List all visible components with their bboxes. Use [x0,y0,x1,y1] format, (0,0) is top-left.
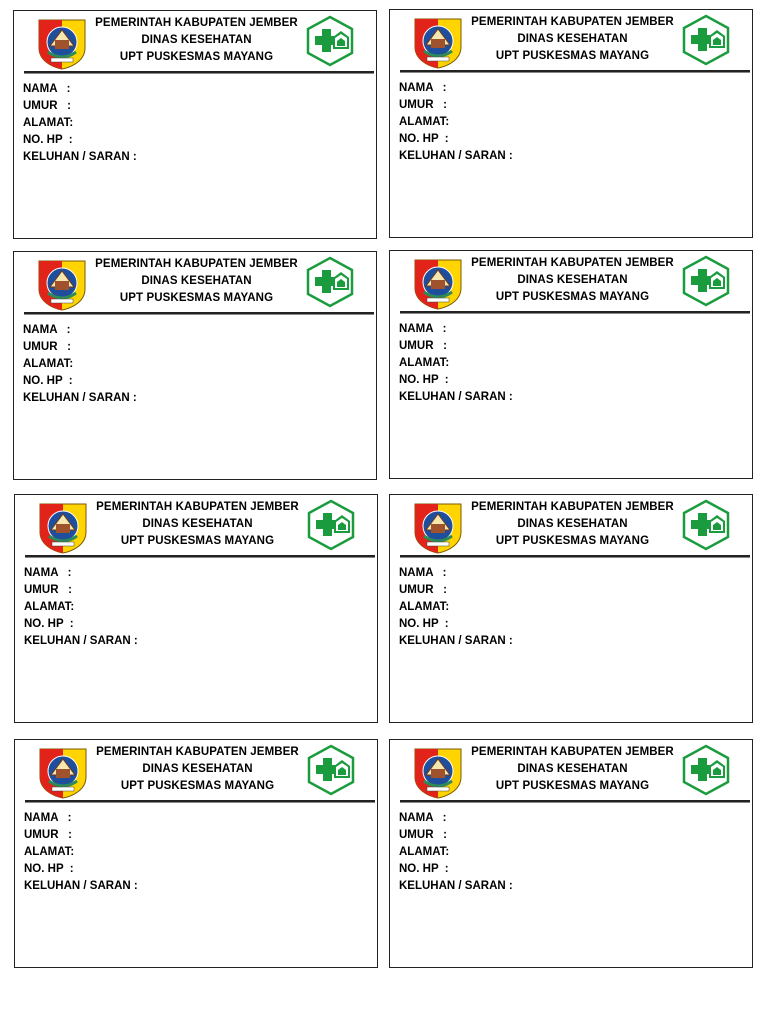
puskesmas-logo-icon [304,15,356,67]
card-header [465,744,680,795]
header-line-3: UPT PUSKESMAS MAYANG [119,51,274,63]
header-line-2: DINAS KESEHATAN [141,34,252,46]
registration-card [389,250,753,479]
field-umur: UMUR : [23,341,71,353]
field-keluhan-saran: KELUHAN / SARAN : [399,150,513,162]
header-line-3: UPT PUSKESMAS MAYANG [120,535,275,547]
field-alamat: ALAMAT: [24,846,75,858]
field-keluhan-saran: KELUHAN / SARAN : [399,635,513,647]
header-line-1: PEMERINTAH KABUPATEN JEMBER [471,16,674,28]
header-line-2: DINAS KESEHATAN [517,518,628,530]
jember-emblem-icon [413,258,463,310]
puskesmas-logo-icon [680,744,732,796]
header-line-3: UPT PUSKESMAS MAYANG [495,291,650,303]
header-line-3: UPT PUSKESMAS MAYANG [119,292,274,304]
header-divider [25,800,375,803]
registration-card [14,739,378,968]
field-no-hp: NO. HP : [399,133,449,145]
field-umur: UMUR : [23,100,71,112]
field-nama: NAMA : [23,324,71,336]
header-divider [400,800,750,803]
field-no-hp: NO. HP : [399,374,449,386]
header-divider [400,555,750,558]
registration-card [13,251,377,480]
registration-card [389,739,753,968]
card-fields [23,81,137,166]
field-no-hp: NO. HP : [23,375,73,387]
field-nama: NAMA : [23,83,71,95]
card-header [89,256,304,307]
header-divider [400,311,750,314]
header-line-3: UPT PUSKESMAS MAYANG [495,535,650,547]
field-umur: UMUR : [399,340,447,352]
card-header [89,15,304,66]
card-header [465,499,680,550]
header-line-3: UPT PUSKESMAS MAYANG [495,50,650,62]
card-fields [24,810,138,895]
field-umur: UMUR : [399,99,447,111]
field-no-hp: NO. HP : [399,863,449,875]
field-no-hp: NO. HP : [24,863,74,875]
card-fields [399,810,513,895]
header-line-1: PEMERINTAH KABUPATEN JEMBER [471,501,674,513]
field-keluhan-saran: KELUHAN / SARAN : [24,635,138,647]
header-line-1: PEMERINTAH KABUPATEN JEMBER [471,257,674,269]
jember-emblem-icon [38,502,88,554]
field-umur: UMUR : [399,584,447,596]
jember-emblem-icon [413,747,463,799]
field-umur: UMUR : [24,584,72,596]
field-umur: UMUR : [24,829,72,841]
header-line-1: PEMERINTAH KABUPATEN JEMBER [95,17,298,29]
field-nama: NAMA : [399,323,447,335]
field-no-hp: NO. HP : [24,618,74,630]
field-nama: NAMA : [24,812,72,824]
field-alamat: ALAMAT: [399,846,450,858]
field-umur: UMUR : [399,829,447,841]
field-nama: NAMA : [399,567,447,579]
header-divider [25,555,375,558]
card-header [465,255,680,306]
field-keluhan-saran: KELUHAN / SARAN : [23,392,137,404]
puskesmas-logo-icon [305,499,357,551]
card-fields [399,565,513,650]
field-alamat: ALAMAT: [23,117,74,129]
registration-card [14,494,378,723]
jember-emblem-icon [37,18,87,70]
registration-card [13,10,377,239]
field-nama: NAMA : [399,82,447,94]
header-line-2: DINAS KESEHATAN [141,275,252,287]
header-line-2: DINAS KESEHATAN [142,763,253,775]
header-line-2: DINAS KESEHATAN [517,33,628,45]
card-header [465,14,680,65]
field-keluhan-saran: KELUHAN / SARAN : [24,880,138,892]
field-keluhan-saran: KELUHAN / SARAN : [399,391,513,403]
jember-emblem-icon [37,259,87,311]
field-no-hp: NO. HP : [23,134,73,146]
jember-emblem-icon [38,747,88,799]
header-line-3: UPT PUSKESMAS MAYANG [495,780,650,792]
card-fields [399,321,513,406]
field-alamat: ALAMAT: [399,116,450,128]
registration-card [389,9,753,238]
puskesmas-logo-icon [305,744,357,796]
field-alamat: ALAMAT: [24,601,75,613]
header-line-1: PEMERINTAH KABUPATEN JEMBER [96,501,299,513]
card-fields [24,565,138,650]
card-fields [23,322,137,407]
field-alamat: ALAMAT: [23,358,74,370]
header-line-3: UPT PUSKESMAS MAYANG [120,780,275,792]
field-no-hp: NO. HP : [399,618,449,630]
card-header [90,744,305,795]
header-line-2: DINAS KESEHATAN [517,274,628,286]
header-line-1: PEMERINTAH KABUPATEN JEMBER [95,258,298,270]
field-keluhan-saran: KELUHAN / SARAN : [399,880,513,892]
puskesmas-logo-icon [304,256,356,308]
registration-card [389,494,753,723]
header-divider [24,312,374,315]
field-keluhan-saran: KELUHAN / SARAN : [23,151,137,163]
card-fields [399,80,513,165]
header-line-1: PEMERINTAH KABUPATEN JEMBER [471,746,674,758]
header-line-2: DINAS KESEHATAN [142,518,253,530]
field-alamat: ALAMAT: [399,357,450,369]
field-nama: NAMA : [24,567,72,579]
header-line-2: DINAS KESEHATAN [517,763,628,775]
header-divider [24,71,374,74]
header-divider [400,70,750,73]
puskesmas-logo-icon [680,499,732,551]
field-nama: NAMA : [399,812,447,824]
puskesmas-logo-icon [680,14,732,66]
puskesmas-logo-icon [680,255,732,307]
jember-emblem-icon [413,17,463,69]
jember-emblem-icon [413,502,463,554]
card-header [90,499,305,550]
header-line-1: PEMERINTAH KABUPATEN JEMBER [96,746,299,758]
field-alamat: ALAMAT: [399,601,450,613]
